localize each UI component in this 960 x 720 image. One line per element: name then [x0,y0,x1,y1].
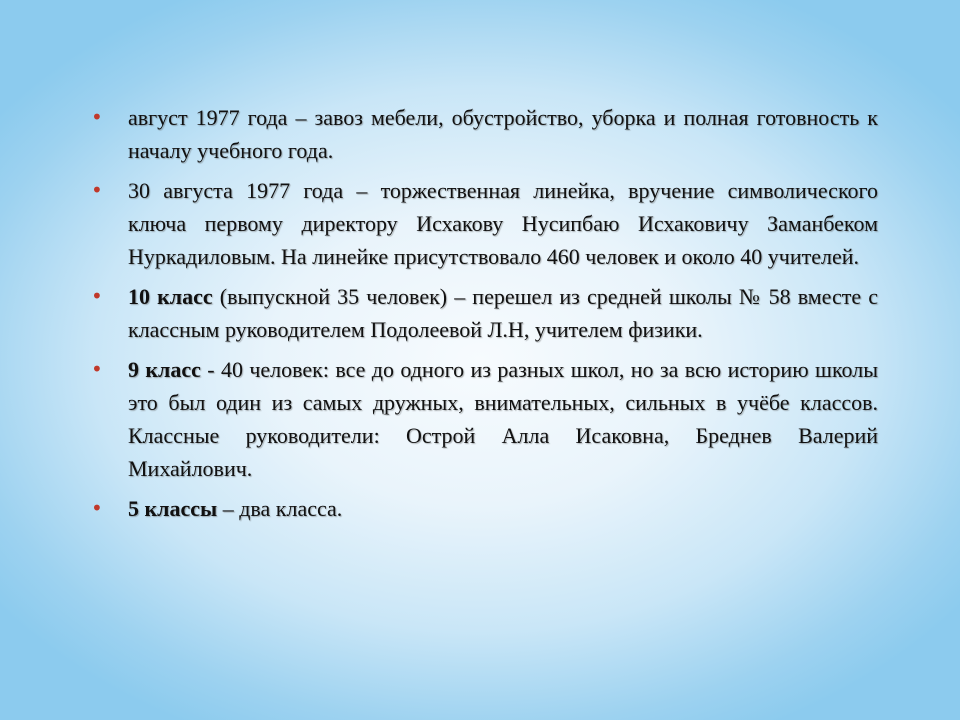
bullet-icon: • [91,496,103,520]
bullet-icon: • [91,284,103,308]
list-item [88,174,878,273]
item-lead: 10 класс [128,284,213,309]
item-text: - 40 человек: все до одного из разных школ, но за всю историю школы это был один из самых дружных, внимательных, сильных в учёбе классов. Классные руководители: Острой Алла Исаковна, Бреднев Валерий Михайлович. [128,357,878,481]
list-item [88,280,878,346]
bullet-icon: • [91,357,103,381]
bullet-icon: • [91,105,103,129]
list-item [88,101,878,167]
item-text: 30 августа 1977 года – торжественная линейка, вручение символического ключа первому директору Исхакову Нусипбаю Исхаковичу Заманбеком Нуркадиловым. На линейке присутствовало 460 человек и около 40 учителей. [128,178,878,269]
item-text: (выпускной 35 человек) – перешел из средней школы № 58 вместе с классным руководителем Подолеевой Л.Н, учителем физики. [128,284,878,342]
list-item [88,353,878,485]
bullet-icon: • [91,178,103,202]
item-lead: 9 класс [128,357,201,382]
list-item [88,492,878,525]
item-text: август 1977 года – завоз мебели, обустройство, уборка и полная готовность к началу учебного года. [128,105,878,163]
item-lead: 5 классы [128,496,218,521]
item-text: – два класса. [217,496,343,521]
bullet-list [88,101,878,525]
